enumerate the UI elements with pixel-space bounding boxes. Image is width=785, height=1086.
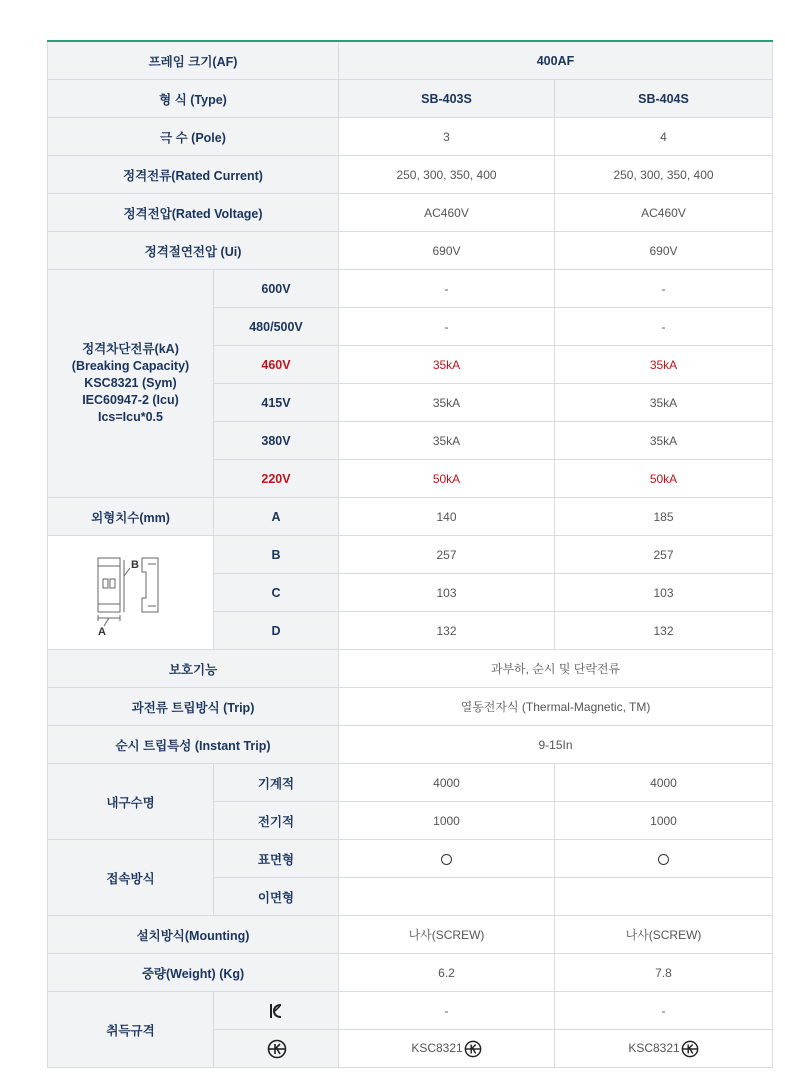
dim-v1: 103: [339, 574, 555, 612]
breaking-v2: -: [555, 308, 773, 346]
rated-voltage-label: 정격전압(Rated Voltage): [48, 194, 339, 232]
breaking-voltage: 480/500V: [214, 308, 339, 346]
breaking-label-line: IEC60947-2 (Icu): [82, 393, 179, 407]
rated-current-v2: 250, 300, 350, 400: [555, 156, 773, 194]
row-mounting: [48, 916, 773, 954]
breaking-voltage: 220V: [214, 460, 339, 498]
dim-name: C: [214, 574, 339, 612]
ks-mark-icon: [464, 1040, 482, 1058]
breaking-voltage: 380V: [214, 422, 339, 460]
dim-v2: 132: [555, 612, 773, 650]
certification-label: 취득규격: [48, 992, 214, 1068]
connection-label: 접속방식: [48, 840, 214, 916]
row-protection: [48, 650, 773, 688]
cert-v1: [339, 1030, 555, 1068]
protection-value: 과부하, 순시 및 단락전류: [339, 650, 773, 688]
row-rated-voltage: [48, 194, 773, 232]
breaking-label-line: 정격차단전류(kA): [82, 342, 179, 356]
connection-name: 이면형: [214, 878, 339, 916]
breaking-v2: -: [555, 270, 773, 308]
type-v1: SB-403S: [339, 80, 555, 118]
insulation-voltage-v1: 690V: [339, 232, 555, 270]
dimensions-label: 외형치수(mm): [48, 498, 214, 536]
dim-name: A: [214, 498, 339, 536]
ks-mark-icon: [681, 1040, 699, 1058]
row-rated-current: [48, 156, 773, 194]
connection-name: 표면형: [214, 840, 339, 878]
breaking-v1: 35kA: [339, 422, 555, 460]
row-insulation-voltage: [48, 232, 773, 270]
dim-v1: 257: [339, 536, 555, 574]
insulation-voltage-label: 정격절연전압 (Ui): [48, 232, 339, 270]
dim-v1: 132: [339, 612, 555, 650]
breaking-v2: 35kA: [555, 422, 773, 460]
weight-v2: 7.8: [555, 954, 773, 992]
protection-label: 보호기능: [48, 650, 339, 688]
breaking-v1: 35kA: [339, 384, 555, 422]
row-trip: [48, 688, 773, 726]
type-v2: SB-404S: [555, 80, 773, 118]
row-connection-front: [48, 840, 773, 878]
connection-v2: [555, 878, 773, 916]
connection-v1: [339, 878, 555, 916]
cert-mark-cell: [214, 1030, 339, 1068]
circle-icon: [441, 854, 452, 865]
durability-label: 내구수명: [48, 764, 214, 840]
pole-label: 극 수 (Pole): [48, 118, 339, 156]
row-dim-a: [48, 498, 773, 536]
diagram-label-b: B: [130, 559, 139, 571]
ks-mark-icon: [267, 1039, 287, 1059]
breaking-label-line: KSC8321 (Sym): [84, 376, 177, 390]
row-frame: [48, 41, 773, 80]
pole-v2: 4: [555, 118, 773, 156]
row-breaking-600: [48, 270, 773, 308]
instant-trip-value: 9-15In: [339, 726, 773, 764]
cert-v2: [555, 1030, 773, 1068]
instant-trip-label: 순시 트립특성 (Instant Trip): [48, 726, 339, 764]
connection-v2: [555, 840, 773, 878]
kc-mark-icon: [268, 1002, 284, 1020]
breaking-v2: 50kA: [555, 460, 773, 498]
insulation-voltage-v2: 690V: [555, 232, 773, 270]
trip-value: 열동전자식 (Thermal-Magnetic, TM): [339, 688, 773, 726]
breaking-voltage: 460V: [214, 346, 339, 384]
dimension-diagram-cell: [48, 536, 214, 650]
row-weight: [48, 954, 773, 992]
breaking-label-line: (Breaking Capacity): [71, 359, 190, 373]
type-label: 형 식 (Type): [48, 80, 339, 118]
breaking-v1: -: [339, 270, 555, 308]
durability-v1: 4000: [339, 764, 555, 802]
rated-voltage-v2: AC460V: [555, 194, 773, 232]
dim-v2: 257: [555, 536, 773, 574]
pole-v1: 3: [339, 118, 555, 156]
frame-value: 400AF: [339, 41, 773, 80]
breaking-v1: 35kA: [339, 346, 555, 384]
row-instant-trip: [48, 726, 773, 764]
cert-mark-cell: [214, 992, 339, 1030]
weight-v1: 6.2: [339, 954, 555, 992]
cert-text: KSC8321: [411, 1040, 463, 1055]
cert-v1: -: [339, 992, 555, 1030]
dim-v2: 103: [555, 574, 773, 612]
frame-label: 프레임 크기(AF): [48, 41, 339, 80]
durability-v2: 4000: [555, 764, 773, 802]
breaking-v1: 50kA: [339, 460, 555, 498]
mounting-v1: 나사(SCREW): [339, 916, 555, 954]
mounting-label: 설치방식(Mounting): [48, 916, 339, 954]
durability-name: 전기적: [214, 802, 339, 840]
diagram-label-a: A: [97, 626, 106, 636]
circle-icon: [658, 854, 669, 865]
rated-current-v1: 250, 300, 350, 400: [339, 156, 555, 194]
dim-v2: 185: [555, 498, 773, 536]
spec-table: [47, 40, 773, 1068]
rated-voltage-v1: AC460V: [339, 194, 555, 232]
row-cert-kc: [48, 992, 773, 1030]
dim-name: B: [214, 536, 339, 574]
connection-v1: [339, 840, 555, 878]
durability-v2: 1000: [555, 802, 773, 840]
breaking-label: [48, 270, 214, 498]
row-dim-b: [48, 536, 773, 574]
breaker-dimension-diagram: [86, 546, 176, 636]
breaking-v1: -: [339, 308, 555, 346]
breaking-voltage: 600V: [214, 270, 339, 308]
cert-v2: -: [555, 992, 773, 1030]
rated-current-label: 정격전류(Rated Current): [48, 156, 339, 194]
breaking-v2: 35kA: [555, 346, 773, 384]
mounting-v2: 나사(SCREW): [555, 916, 773, 954]
trip-label: 과전류 트립방식 (Trip): [48, 688, 339, 726]
cert-text: KSC8321: [628, 1040, 680, 1055]
dim-v1: 140: [339, 498, 555, 536]
row-type: [48, 80, 773, 118]
row-durability-mech: [48, 764, 773, 802]
row-pole: [48, 118, 773, 156]
breaking-voltage: 415V: [214, 384, 339, 422]
breaking-v2: 35kA: [555, 384, 773, 422]
durability-name: 기계적: [214, 764, 339, 802]
dim-name: D: [214, 612, 339, 650]
durability-v1: 1000: [339, 802, 555, 840]
weight-label: 중량(Weight) (Kg): [48, 954, 339, 992]
breaking-label-line: Ics=Icu*0.5: [98, 410, 163, 424]
